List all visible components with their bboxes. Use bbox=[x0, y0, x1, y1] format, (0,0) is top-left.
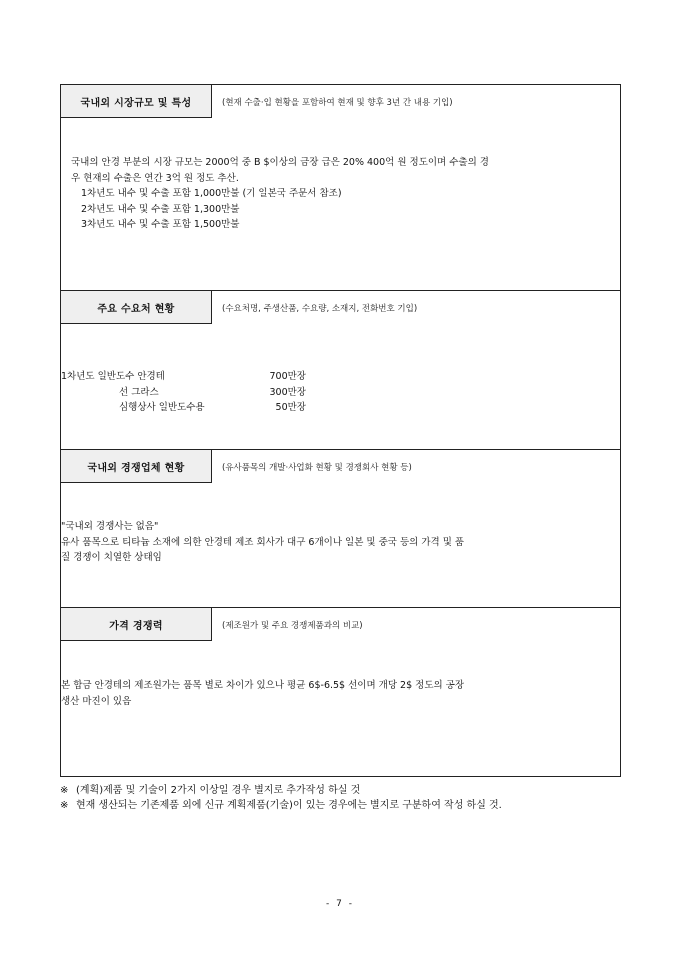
demand-quantity: 700만장 bbox=[269, 371, 306, 382]
section-header bbox=[61, 85, 620, 118]
table-row bbox=[61, 385, 610, 401]
demand-quantity: 300만장 bbox=[269, 386, 306, 398]
form-table bbox=[60, 84, 621, 777]
section-market-size bbox=[61, 85, 620, 290]
demand-label: 심행상사 일반도수용 bbox=[119, 402, 205, 413]
body-line: 국내의 안경 부분의 시장 규모는 2000억 중 B $이상의 금장 급은 20% 400억 원 정도이며 수출의 경 bbox=[71, 157, 489, 168]
section-title: 국내외 시장규모 및 특성 bbox=[61, 85, 212, 118]
footnotes bbox=[60, 783, 630, 813]
section-body bbox=[71, 155, 610, 233]
demand-label: 1차년도 일반도수 안경테 bbox=[61, 371, 165, 382]
section-note: (현재 수출·입 현황을 포함하여 현재 및 향후 3년 간 내용 기입) bbox=[222, 97, 453, 108]
footnote-text: (계획)제품 및 기술이 2가지 이상일 경우 별지로 추가작성 하실 것 bbox=[76, 785, 361, 796]
section-note: (유사품목의 개발·사업화 현황 및 경쟁회사 현황 등) bbox=[222, 462, 412, 473]
demand-label: 선 그라스 bbox=[119, 386, 159, 398]
section-header bbox=[61, 450, 620, 483]
demand-quantity: 50만장 bbox=[275, 402, 306, 413]
section-body bbox=[61, 369, 610, 416]
list-item: 3차년도 내수 및 수출 포함 1,500만불 bbox=[81, 219, 240, 230]
body-line: "국내외 경쟁사는 없음" bbox=[61, 521, 159, 532]
footnote-text: 현재 생산되는 기존제품 외에 신규 계획제품(기술)이 있는 경우에는 별지로 구분하여 작성 하실 것. bbox=[76, 800, 502, 811]
section-body bbox=[61, 519, 610, 566]
footnote bbox=[60, 783, 630, 798]
page-number: - 7 - bbox=[326, 899, 354, 909]
reference-mark-icon: ※ bbox=[60, 800, 69, 811]
section-competitors bbox=[61, 449, 620, 607]
list-item: 2차년도 내수 및 수출 포함 1,300만불 bbox=[81, 203, 240, 215]
section-price-competitiveness bbox=[61, 607, 620, 776]
body-line: 우 현재의 수출은 연간 3억 원 정도 추산. bbox=[71, 172, 239, 184]
table-row bbox=[61, 369, 610, 385]
section-note: (수요처명, 주생산품, 수요량, 소재지, 전화번호 기입) bbox=[222, 303, 418, 314]
section-header bbox=[61, 291, 620, 324]
section-body bbox=[61, 678, 610, 709]
footnote bbox=[60, 798, 630, 813]
section-header bbox=[61, 608, 620, 641]
body-line: 본 합금 안경테의 제조원가는 품목 별로 차이가 있으나 평균 6$-6.5$ 선이며 개당 2$ 정도의 공장 bbox=[61, 680, 465, 691]
body-line: 유사 품목으로 티타늄 소재에 의한 안경테 제조 회사가 대구 6개이나 일본 및 중국 등의 가격 및 품 bbox=[61, 536, 465, 548]
body-line: 질 경쟁이 치열한 상태임 bbox=[61, 552, 162, 563]
table-row bbox=[61, 400, 610, 416]
reference-mark-icon: ※ bbox=[60, 785, 69, 796]
body-line: 생산 마진이 있음 bbox=[61, 695, 132, 707]
section-major-customers bbox=[61, 290, 620, 449]
section-title: 주요 수요처 현황 bbox=[61, 291, 212, 324]
section-note: (제조원가 및 주요 경쟁제품과의 비교) bbox=[222, 620, 363, 631]
section-title: 가격 경쟁력 bbox=[61, 608, 212, 641]
list-item: 1차년도 내수 및 수출 포함 1,000만불 (기 일본국 주문서 참조) bbox=[81, 188, 342, 199]
section-title: 국내외 경쟁업체 현황 bbox=[61, 450, 212, 483]
